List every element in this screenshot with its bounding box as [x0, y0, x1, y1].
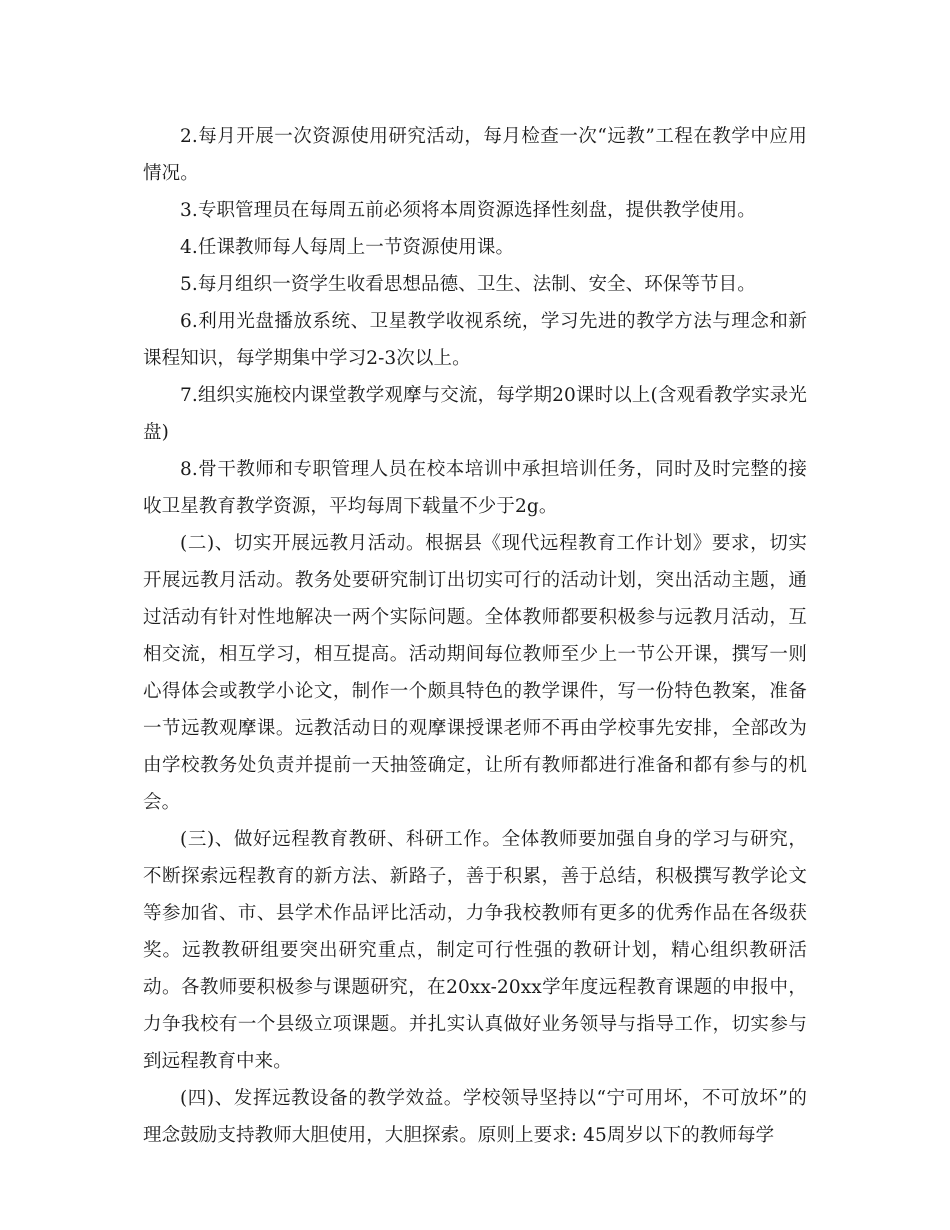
- document-body: [143, 118, 807, 1154]
- paragraph-item-4: 4.任课教师每人每周上一节资源使用课。: [180, 237, 515, 258]
- paragraph-section-3: (三)、做好远程教育教研、科研工作。全体教师要加强自身的学习与研究，不断探索远程教育的新方法、新路子，善于积累，善于总结，积极撰写教学论文等参加省、市、县学术作品评比活动，力争我校教师有更多的优秀作品在各级获奖。远教教研组要突出研究重点，制定可行性强的教研计划，精心组织教研活动。各教师要积极参与课题研究，在20xx-20xx学年度远程教育课题的申报中，力争我校有一个县级立项课题。并扎实认真做好业务领导与指导工作，切实参与到远程教育中来。: [143, 829, 807, 1072]
- paragraph-item-5: 5.每月组织一资学生收看思想品德、卫生、法制、安全、环保等节目。: [180, 274, 756, 295]
- paragraph-section-2: (二)、切实开展远教月活动。根据县《现代远程教育工作计划》要求，切实开展远教月活动。教务处要研究制订出切实可行的活动计划，突出活动主题，通过活动有针对性地解决一两个实际问题。全体教师都要积极参与远教月活动，互相交流，相互学习，相互提高。活动期间每位教师至少上一节公开课，撰写一则心得体会或教学小论文，制作一个颇具特色的教学课件，写一份特色教案，准备一节远教观摩课。远教活动日的观摩课授课老师不再由学校事先安排，全部改为由学校教务处负责并提前一天抽签确定，让所有教师都进行准备和都有参与的机会。: [143, 533, 807, 813]
- paragraph-item-8: 8.骨干教师和专职管理人员在校本培训中承担培训任务，同时及时完整的接收卫星教育教学资源，平均每周下载量不少于2g。: [143, 459, 807, 517]
- paragraph-item-2: 2.每月开展一次资源使用研究活动，每月检查一次“远教”工程在教学中应用情况。: [143, 126, 807, 184]
- paragraph-item-6: 6.利用光盘播放系统、卫星教学收视系统，学习先进的教学方法与理念和新课程知识，每学期集中学习2-3次以上。: [143, 311, 807, 369]
- paragraph-section-4: (四)、发挥远教设备的教学效益。学校领导坚持以“宁可用坏，不可放坏”的理念鼓励支持教师大胆使用，大胆探索。原则上要求: 45周岁以下的教师每学: [143, 1088, 807, 1146]
- paragraph-item-7: 7.组织实施校内课堂教学观摩与交流，每学期20课时以上(含观看教学实录光盘): [143, 385, 807, 443]
- paragraph-item-3: 3.专职管理员在每周五前必须将本周资源选择性刻盘，提供教学使用。: [180, 200, 756, 221]
